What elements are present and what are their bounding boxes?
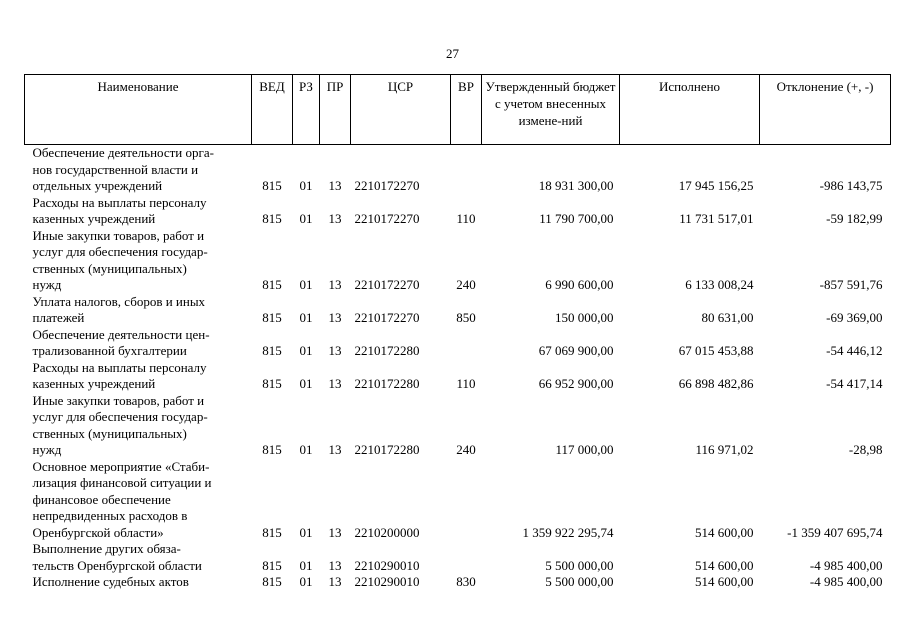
row-vr: 240 [456, 442, 476, 457]
row-pr: 13 [328, 310, 342, 325]
row-csr: 2210172280 [354, 442, 420, 457]
row-ved: 815 [262, 178, 282, 193]
row-name: Выполнение других обяза- тельств Оренбургской области [32, 541, 202, 573]
row-ved: 815 [262, 442, 282, 457]
row-name: Иные закупки товаров, работ и услуг для обеспечения государ- ственных (муниципальных) нужд [32, 392, 208, 457]
row-ved: 815 [262, 343, 282, 358]
row-approved: 18 931 300,00 [538, 178, 614, 193]
row-csr: 2210172280 [354, 343, 420, 358]
row-deviation: -69 369,00 [826, 310, 883, 325]
table-body [25, 145, 891, 591]
table-row [25, 145, 891, 195]
row-deviation: -54 417,14 [826, 376, 883, 391]
row-csr: 2210290010 [354, 557, 420, 573]
row-pr: 13 [328, 574, 342, 589]
row-executed: 11 731 517,01 [679, 211, 754, 226]
row-executed: 67 015 453,88 [678, 343, 754, 358]
row-approved: 11 790 700,00 [539, 211, 614, 226]
row-ved: 815 [262, 376, 282, 391]
header-ved: ВЕД [252, 75, 293, 145]
row-vr: 830 [456, 574, 476, 589]
row-deviation: -986 143,75 [819, 178, 883, 193]
row-vr: 110 [456, 376, 476, 391]
row-pr: 13 [328, 277, 342, 292]
table-row [25, 459, 891, 542]
table-row [25, 228, 891, 294]
row-approved: 6 990 600,00 [545, 277, 614, 292]
row-ved: 815 [262, 574, 282, 589]
header-csr: ЦСР [351, 75, 451, 145]
row-name: Обеспечение деятельности цен- трализованной бухгалтерии [32, 326, 210, 358]
row-approved: 150 000,00 [555, 310, 614, 325]
budget-table [24, 74, 891, 591]
row-csr: 2210290010 [354, 574, 420, 589]
row-rz: 01 [299, 524, 313, 540]
row-rz: 01 [299, 343, 313, 358]
table-row [25, 327, 891, 360]
table-row [25, 360, 891, 393]
row-csr: 2210172270 [354, 310, 420, 325]
row-csr: 2210200000 [354, 524, 420, 540]
row-rz: 01 [299, 211, 313, 226]
row-ved: 815 [262, 277, 282, 292]
header-pr: ПР [320, 75, 351, 145]
row-executed: 514 600,00 [695, 557, 754, 573]
row-rz: 01 [299, 310, 313, 325]
row-rz: 01 [299, 574, 313, 589]
row-csr: 2210172270 [354, 277, 420, 292]
row-name: Расходы на выплаты персоналу казенных учреждений [32, 194, 207, 226]
row-rz: 01 [299, 178, 313, 193]
row-ved: 815 [262, 310, 282, 325]
row-rz: 01 [299, 557, 313, 573]
row-vr [451, 459, 482, 542]
row-ved: 815 [262, 211, 282, 226]
row-pr: 13 [328, 211, 342, 226]
row-executed: 514 600,00 [695, 524, 754, 540]
header-name: Наименование [25, 75, 252, 145]
row-csr: 2210172270 [354, 178, 420, 193]
row-csr: 2210172280 [354, 376, 420, 391]
row-deviation: -59 182,99 [826, 211, 883, 226]
row-name: Уплата налогов, сборов и иных платежей [32, 293, 206, 325]
row-vr: 850 [456, 310, 476, 325]
row-vr [451, 327, 482, 360]
row-executed: 514 600,00 [695, 574, 754, 589]
row-vr [451, 145, 482, 195]
row-deviation: -4 985 400,00 [809, 574, 883, 589]
row-deviation: -28,98 [848, 442, 883, 457]
row-deviation: -857 591,76 [819, 277, 883, 292]
row-pr: 13 [328, 442, 342, 457]
row-approved: 66 952 900,00 [538, 376, 614, 391]
table-row [25, 393, 891, 459]
row-name: Расходы на выплаты персоналу казенных учреждений [32, 359, 207, 391]
row-csr: 2210172270 [354, 211, 420, 226]
row-executed: 17 945 156,25 [678, 178, 754, 193]
page-number: 27 [446, 46, 459, 61]
row-vr: 110 [456, 211, 476, 226]
header-approved: Утвержденный бюджет с учетом внесенных измене-ний [482, 75, 620, 145]
row-rz: 01 [299, 277, 313, 292]
row-pr: 13 [328, 178, 342, 193]
header-rz: РЗ [293, 75, 320, 145]
row-executed: 80 631,00 [701, 310, 754, 325]
row-executed: 6 133 008,24 [685, 277, 754, 292]
row-pr: 13 [328, 557, 342, 573]
row-executed: 66 898 482,86 [678, 376, 754, 391]
header-deviation: Отклонение (+, -) [760, 75, 891, 145]
row-pr: 13 [328, 376, 342, 391]
table-row [25, 294, 891, 327]
header-vr: ВР [451, 75, 482, 145]
row-approved: 5 500 000,00 [545, 574, 614, 589]
row-pr: 13 [328, 343, 342, 358]
row-name: Иные закупки товаров, работ и услуг для обеспечения государ- ственных (муниципальных) нужд [32, 227, 208, 292]
table-row [25, 195, 891, 228]
table-row [25, 574, 891, 591]
table-row [25, 541, 891, 574]
row-name: Исполнение судебных актов [32, 574, 189, 589]
row-vr [451, 541, 482, 574]
row-ved: 815 [262, 557, 282, 573]
row-rz: 01 [299, 376, 313, 391]
row-approved: 117 000,00 [555, 442, 614, 457]
header-executed: Исполнено [620, 75, 760, 145]
row-executed: 116 971,02 [695, 442, 754, 457]
row-vr: 240 [456, 277, 476, 292]
row-name: Основное мероприятие «Стаби- лизация финансовой ситуации и финансовое обеспечение непредвиденных расходов в Оренбургской области» [32, 458, 212, 540]
row-rz: 01 [299, 442, 313, 457]
row-approved: 1 359 922 295,74 [522, 524, 614, 540]
row-pr: 13 [328, 524, 342, 540]
row-approved: 67 069 900,00 [538, 343, 614, 358]
row-name: Обеспечение деятельности орга- нов государственной власти и отдельных учреждений [32, 145, 214, 193]
row-ved: 815 [262, 524, 282, 540]
row-deviation: -4 985 400,00 [809, 557, 883, 573]
table-header [25, 75, 891, 145]
row-deviation: -1 359 407 695,74 [787, 524, 883, 540]
row-approved: 5 500 000,00 [545, 557, 614, 573]
row-deviation: -54 446,12 [826, 343, 883, 358]
